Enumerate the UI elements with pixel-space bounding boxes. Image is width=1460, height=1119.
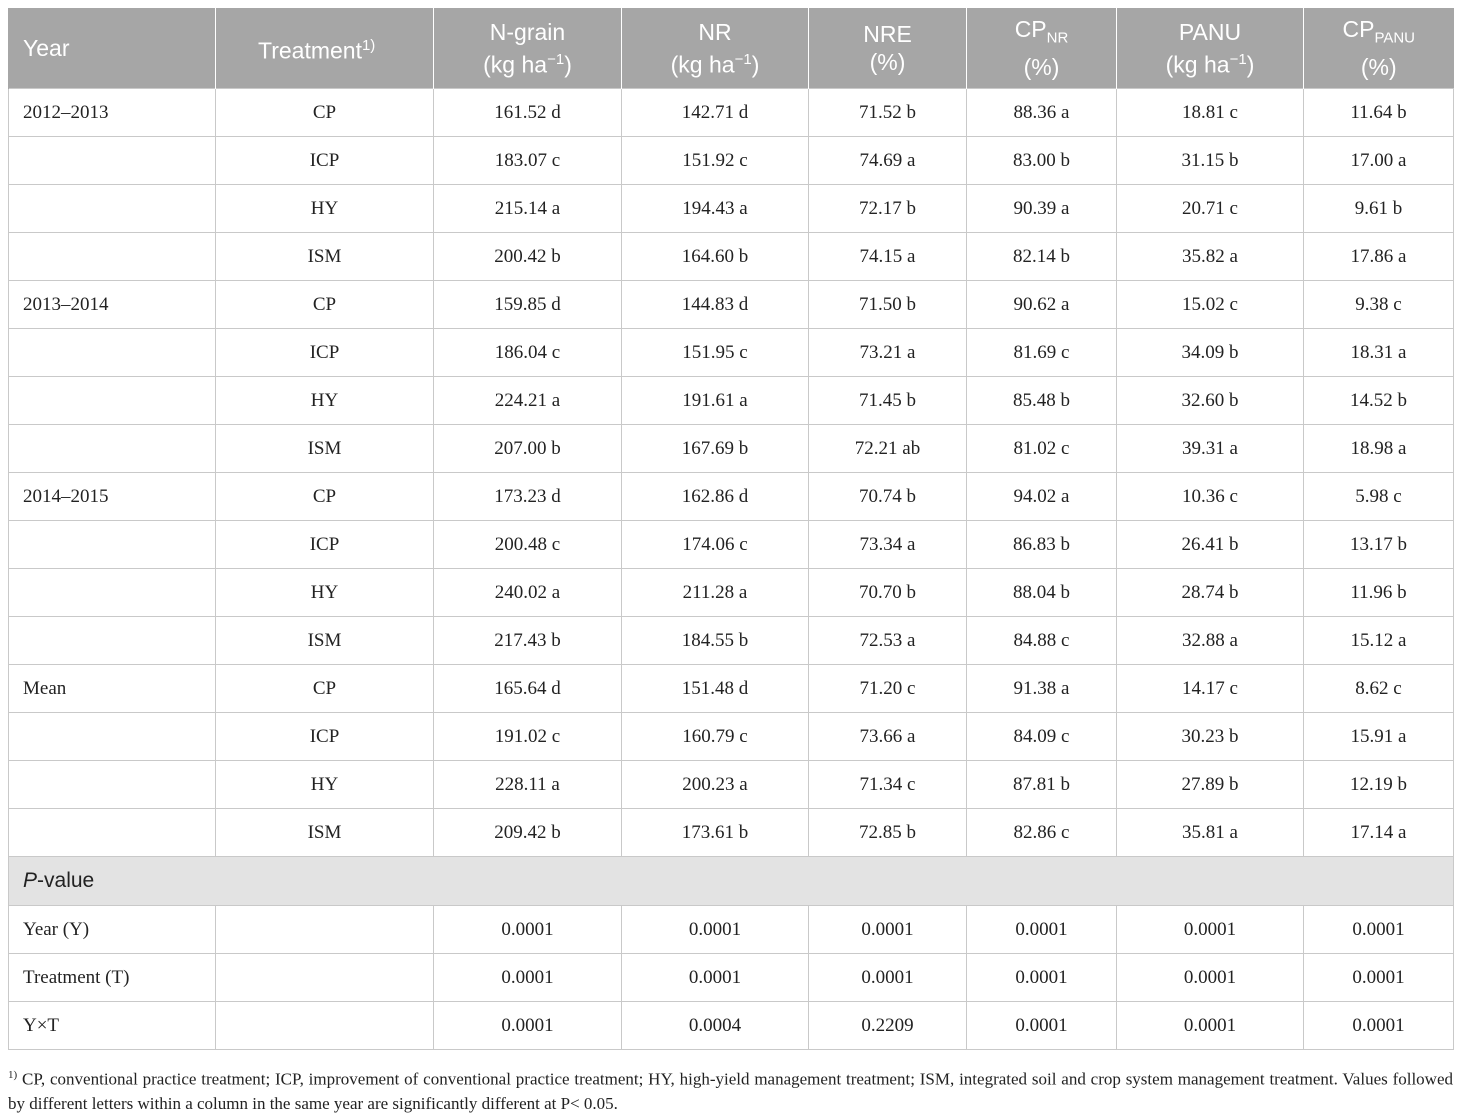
- cell-value: 82.86 c: [967, 809, 1117, 857]
- cell-value: 14.17 c: [1117, 665, 1304, 713]
- cell-treatment: CP: [216, 281, 434, 329]
- cell-year: 2012–2013: [9, 89, 216, 137]
- cell-year: [9, 617, 216, 665]
- cell-value: 186.04 c: [434, 329, 622, 377]
- cell-value: 71.50 b: [809, 281, 967, 329]
- cell-value: 15.02 c: [1117, 281, 1304, 329]
- cell-value: 71.52 b: [809, 89, 967, 137]
- cell-treatment: [216, 1002, 434, 1050]
- cell-pvalue-label: Treatment (T): [9, 954, 216, 1002]
- cell-value: 15.12 a: [1304, 617, 1454, 665]
- header-year: Year: [9, 8, 216, 89]
- cell-year: [9, 569, 216, 617]
- cell-value: 159.85 d: [434, 281, 622, 329]
- cell-value: 81.02 c: [967, 425, 1117, 473]
- cell-value: 224.21 a: [434, 377, 622, 425]
- table-row: [9, 233, 1454, 281]
- header-nr: NR (kg $ha^{-1}$): [622, 8, 809, 89]
- footnote-marker: 1): [8, 1069, 18, 1081]
- pvalue-row: [9, 906, 1454, 954]
- cell-value: 28.74 b: [1117, 569, 1304, 617]
- cell-pvalue: 0.0001: [809, 906, 967, 954]
- cell-value: 162.86 d: [622, 473, 809, 521]
- cell-pvalue: 0.0001: [434, 906, 622, 954]
- cell-value: 151.48 d: [622, 665, 809, 713]
- cell-year: 2014–2015: [9, 473, 216, 521]
- cell-pvalue: 0.0001: [622, 906, 809, 954]
- cell-value: 88.36 a: [967, 89, 1117, 137]
- cell-treatment: CP: [216, 665, 434, 713]
- cell-pvalue: 0.0001: [967, 954, 1117, 1002]
- cell-value: 5.98 c: [1304, 473, 1454, 521]
- table-row: [9, 809, 1454, 857]
- header-treatment: Treatment$^{1)}$: [216, 8, 434, 89]
- cell-value: 9.61 b: [1304, 185, 1454, 233]
- header-cp-nr: $CP_{NR}$ (%): [967, 8, 1117, 89]
- table-row: [9, 569, 1454, 617]
- cell-value: 90.39 a: [967, 185, 1117, 233]
- cell-value: 160.79 c: [622, 713, 809, 761]
- cell-value: 17.00 a: [1304, 137, 1454, 185]
- cell-value: 144.83 d: [622, 281, 809, 329]
- cell-year: [9, 233, 216, 281]
- cell-value: 73.34 a: [809, 521, 967, 569]
- header-nre: NRE (%): [809, 8, 967, 89]
- cell-value: 17.14 a: [1304, 809, 1454, 857]
- cell-value: 86.83 b: [967, 521, 1117, 569]
- cell-value: 70.70 b: [809, 569, 967, 617]
- cell-value: 12.19 b: [1304, 761, 1454, 809]
- cell-pvalue: 0.0001: [622, 954, 809, 1002]
- cell-value: 72.53 a: [809, 617, 967, 665]
- cell-value: 20.71 c: [1117, 185, 1304, 233]
- cell-treatment: HY: [216, 185, 434, 233]
- cell-value: 215.14 a: [434, 185, 622, 233]
- cell-value: 173.61 b: [622, 809, 809, 857]
- cell-year: 2013–2014: [9, 281, 216, 329]
- cell-treatment: ICP: [216, 137, 434, 185]
- cell-value: 240.02 a: [434, 569, 622, 617]
- cell-year: [9, 137, 216, 185]
- cell-value: 84.88 c: [967, 617, 1117, 665]
- cell-value: 70.74 b: [809, 473, 967, 521]
- cell-value: 174.06 c: [622, 521, 809, 569]
- cell-value: 164.60 b: [622, 233, 809, 281]
- cell-value: 87.81 b: [967, 761, 1117, 809]
- cell-year: [9, 425, 216, 473]
- cell-value: 191.02 c: [434, 713, 622, 761]
- table-row: [9, 185, 1454, 233]
- cell-treatment: ISM: [216, 233, 434, 281]
- cell-value: 8.62 c: [1304, 665, 1454, 713]
- cell-value: 31.15 b: [1117, 137, 1304, 185]
- cell-value: 200.42 b: [434, 233, 622, 281]
- cell-value: 71.45 b: [809, 377, 967, 425]
- data-table: [8, 8, 1454, 1050]
- pvalue-section-title: P-value: [9, 857, 1454, 906]
- pvalue-row: [9, 1002, 1454, 1050]
- cell-year: [9, 521, 216, 569]
- cell-pvalue: 0.0001: [967, 906, 1117, 954]
- cell-year: [9, 185, 216, 233]
- table-row: [9, 329, 1454, 377]
- cell-value: 72.21 ab: [809, 425, 967, 473]
- cell-year: [9, 329, 216, 377]
- cell-value: 84.09 c: [967, 713, 1117, 761]
- cell-treatment: [216, 906, 434, 954]
- cell-value: 18.81 c: [1117, 89, 1304, 137]
- cell-pvalue: 0.0001: [434, 1002, 622, 1050]
- cell-value: 74.15 a: [809, 233, 967, 281]
- cell-pvalue: 0.0001: [1117, 906, 1304, 954]
- cell-value: 11.96 b: [1304, 569, 1454, 617]
- cell-value: 73.21 a: [809, 329, 967, 377]
- cell-value: 161.52 d: [434, 89, 622, 137]
- cell-value: 26.41 b: [1117, 521, 1304, 569]
- cell-pvalue: 0.0001: [434, 954, 622, 1002]
- cell-value: 165.64 d: [434, 665, 622, 713]
- cell-value: 18.31 a: [1304, 329, 1454, 377]
- cell-treatment: CP: [216, 89, 434, 137]
- cell-pvalue: 0.0001: [809, 954, 967, 1002]
- cell-treatment: ISM: [216, 809, 434, 857]
- footnote-text: CP, conventional practice treatment; ICP, improvement of conventional practice treatment; HY, high-yield management treatment; ISM, integrated soil and crop system management treatment. Values followed by different letters within a column in the same year are significantly different at P< 0.05.: [8, 1069, 1453, 1113]
- header-row: [9, 8, 1454, 89]
- footnote: [8, 1063, 1453, 1116]
- cell-value: 167.69 b: [622, 425, 809, 473]
- cell-value: 72.85 b: [809, 809, 967, 857]
- cell-pvalue: 0.0001: [1304, 906, 1454, 954]
- header-panu: PANU (kg $ha^{-1}$): [1117, 8, 1304, 89]
- cell-value: 184.55 b: [622, 617, 809, 665]
- cell-treatment: CP: [216, 473, 434, 521]
- cell-value: 11.64 b: [1304, 89, 1454, 137]
- table-row: [9, 521, 1454, 569]
- cell-pvalue: 0.0001: [967, 1002, 1117, 1050]
- cell-value: 35.82 a: [1117, 233, 1304, 281]
- cell-year: [9, 377, 216, 425]
- cell-value: 194.43 a: [622, 185, 809, 233]
- cell-value: 32.60 b: [1117, 377, 1304, 425]
- table-row: [9, 89, 1454, 137]
- cell-value: 81.69 c: [967, 329, 1117, 377]
- pvalue-row: [9, 954, 1454, 1002]
- cell-treatment: ICP: [216, 329, 434, 377]
- cell-value: 72.17 b: [809, 185, 967, 233]
- table-row: [9, 281, 1454, 329]
- cell-value: 142.71 d: [622, 89, 809, 137]
- cell-year: [9, 809, 216, 857]
- cell-value: 85.48 b: [967, 377, 1117, 425]
- cell-pvalue: 0.2209: [809, 1002, 967, 1050]
- cell-value: 32.88 a: [1117, 617, 1304, 665]
- cell-value: 228.11 a: [434, 761, 622, 809]
- cell-treatment: [216, 954, 434, 1002]
- cell-value: 34.09 b: [1117, 329, 1304, 377]
- table-row: [9, 617, 1454, 665]
- cell-value: 173.23 d: [434, 473, 622, 521]
- cell-value: 200.23 a: [622, 761, 809, 809]
- cell-value: 15.91 a: [1304, 713, 1454, 761]
- table-body: [9, 89, 1454, 1050]
- pvalue-section-row: [9, 857, 1454, 906]
- cell-value: 71.34 c: [809, 761, 967, 809]
- cell-value: 39.31 a: [1117, 425, 1304, 473]
- cell-value: 18.98 a: [1304, 425, 1454, 473]
- cell-treatment: ICP: [216, 713, 434, 761]
- cell-year: [9, 713, 216, 761]
- cell-pvalue: 0.0001: [1117, 1002, 1304, 1050]
- cell-value: 207.00 b: [434, 425, 622, 473]
- cell-value: 191.61 a: [622, 377, 809, 425]
- cell-value: 217.43 b: [434, 617, 622, 665]
- table-header: [9, 8, 1454, 89]
- cell-value: 74.69 a: [809, 137, 967, 185]
- cell-value: 82.14 b: [967, 233, 1117, 281]
- cell-pvalue: 0.0001: [1304, 954, 1454, 1002]
- table-row: [9, 377, 1454, 425]
- cell-value: 91.38 a: [967, 665, 1117, 713]
- cell-value: 83.00 b: [967, 137, 1117, 185]
- cell-year: [9, 761, 216, 809]
- cell-value: 94.02 a: [967, 473, 1117, 521]
- cell-treatment: ISM: [216, 617, 434, 665]
- cell-value: 71.20 c: [809, 665, 967, 713]
- cell-value: 88.04 b: [967, 569, 1117, 617]
- cell-value: 151.92 c: [622, 137, 809, 185]
- cell-value: 9.38 c: [1304, 281, 1454, 329]
- table-row: [9, 137, 1454, 185]
- table-wrapper: [8, 8, 1453, 1050]
- table-row: [9, 761, 1454, 809]
- cell-value: 17.86 a: [1304, 233, 1454, 281]
- cell-pvalue: 0.0001: [1304, 1002, 1454, 1050]
- cell-value: 209.42 b: [434, 809, 622, 857]
- header-cp-panu: $CP_{PANU}$ (%): [1304, 8, 1454, 89]
- cell-treatment: HY: [216, 761, 434, 809]
- cell-pvalue-label: Year (Y): [9, 906, 216, 954]
- cell-value: 200.48 c: [434, 521, 622, 569]
- cell-value: 13.17 b: [1304, 521, 1454, 569]
- cell-pvalue: 0.0001: [1117, 954, 1304, 1002]
- cell-treatment: HY: [216, 377, 434, 425]
- cell-value: 10.36 c: [1117, 473, 1304, 521]
- cell-value: 183.07 c: [434, 137, 622, 185]
- cell-value: 73.66 a: [809, 713, 967, 761]
- cell-value: 14.52 b: [1304, 377, 1454, 425]
- cell-value: 27.89 b: [1117, 761, 1304, 809]
- table-row: [9, 425, 1454, 473]
- cell-year: Mean: [9, 665, 216, 713]
- cell-value: 90.62 a: [967, 281, 1117, 329]
- cell-value: 35.81 a: [1117, 809, 1304, 857]
- cell-treatment: HY: [216, 569, 434, 617]
- cell-value: 211.28 a: [622, 569, 809, 617]
- cell-treatment: ISM: [216, 425, 434, 473]
- table-row: [9, 665, 1454, 713]
- cell-value: 151.95 c: [622, 329, 809, 377]
- table-row: [9, 473, 1454, 521]
- cell-value: 30.23 b: [1117, 713, 1304, 761]
- header-n-grain: N-grain (kg $ha^{-1}$): [434, 8, 622, 89]
- cell-pvalue-label: Y×T: [9, 1002, 216, 1050]
- cell-treatment: ICP: [216, 521, 434, 569]
- cell-pvalue: 0.0004: [622, 1002, 809, 1050]
- table-row: [9, 713, 1454, 761]
